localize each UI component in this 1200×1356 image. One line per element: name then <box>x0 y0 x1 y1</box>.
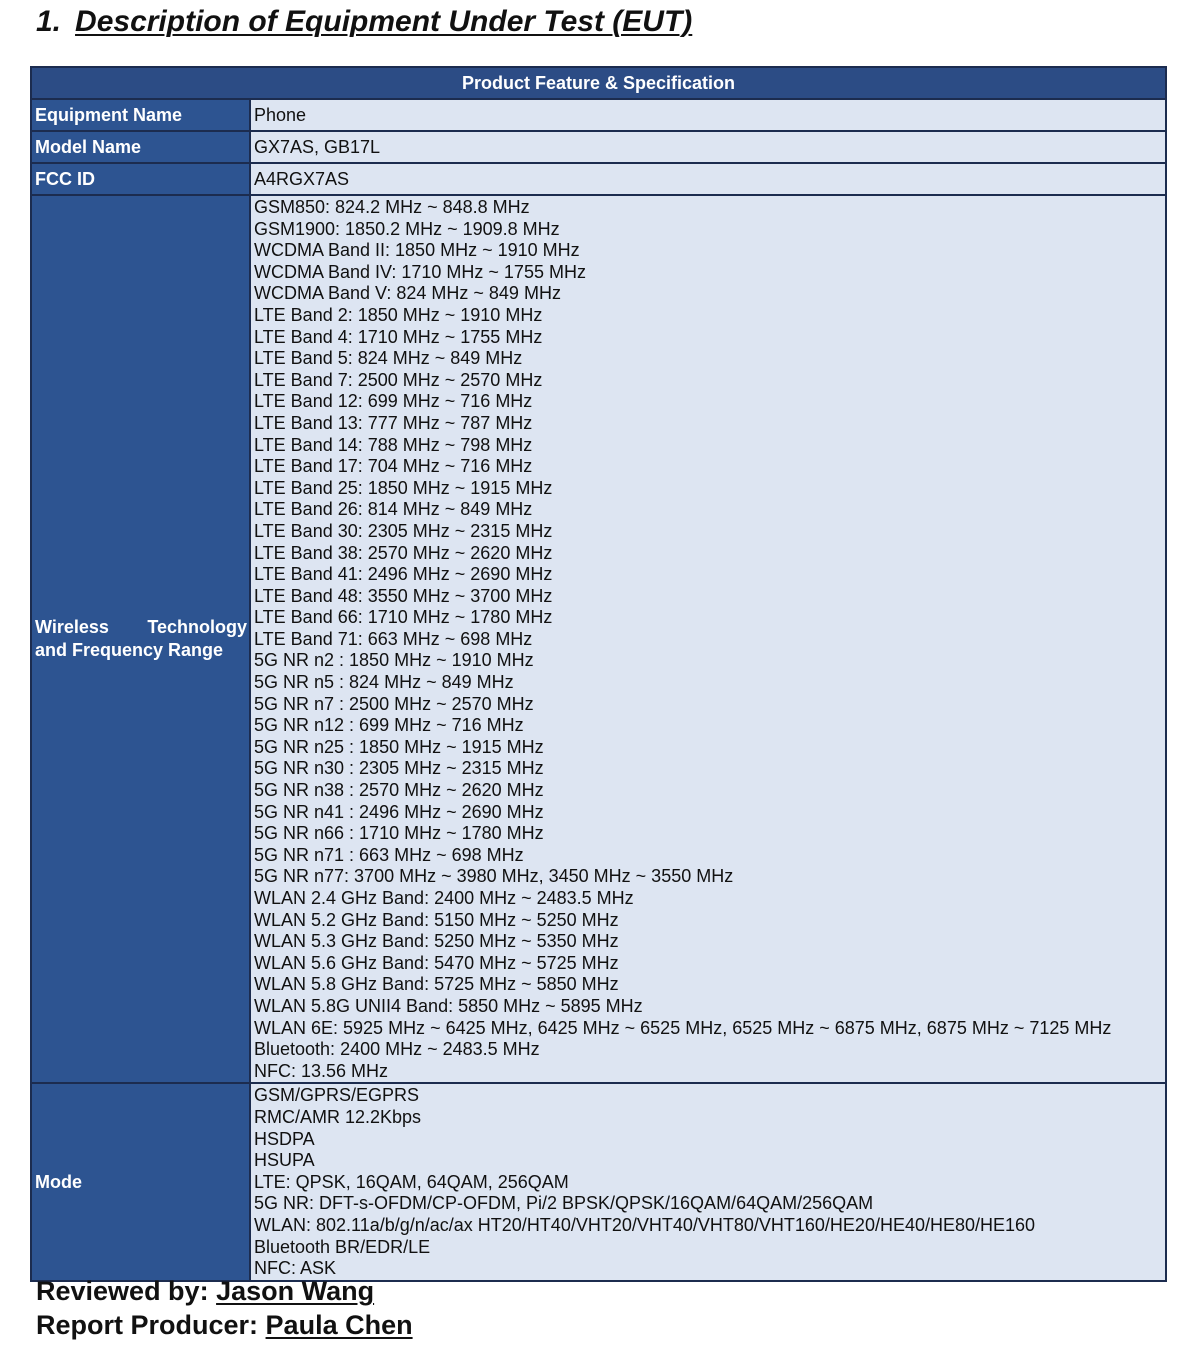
frequency-item: LTE Band 26: 814 MHz ~ 849 MHz <box>254 499 533 520</box>
frequency-item: WLAN 5.8G UNII4 Band: 5850 MHz ~ 5895 MHz <box>254 995 643 1016</box>
label-word: Wireless <box>35 617 109 638</box>
mode-item: WLAN: 802.11a/b/g/n/ac/ax HT20/HT40/VHT20/VHT40/VHT80/VHT160/HE20/HE40/HE80/HE160 <box>254 1214 1036 1235</box>
frequency-item: WLAN 2.4 GHz Band: 2400 MHz ~ 2483.5 MHz <box>254 888 634 908</box>
frequency-item: 5G NR n7 : 2500 MHz ~ 2570 MHz <box>254 693 534 714</box>
frequency-item: GSM1900: 1850.2 MHz ~ 1909.8 MHz <box>254 218 560 239</box>
row-value: GX7AS, GB17L <box>251 132 1165 162</box>
table-row-mode <box>32 1082 1165 1279</box>
frequency-item: LTE Band 5: 824 MHz ~ 849 MHz <box>254 348 523 369</box>
label-line: and Frequency Range <box>35 640 224 661</box>
row-label: Equipment Name <box>32 100 251 130</box>
frequency-item: LTE Band 71: 663 MHz ~ 698 MHz <box>254 628 533 649</box>
reviewed-label: Reviewed by: <box>36 1276 209 1306</box>
mode-item: HSUPA <box>254 1150 315 1171</box>
frequency-item: WLAN 5.2 GHz Band: 5150 MHz ~ 5250 MHz <box>254 909 619 930</box>
frequency-item: WLAN 5.8 GHz Band: 5725 MHz ~ 5850 MHz <box>254 974 619 995</box>
mode-item: Bluetooth BR/EDR/LE <box>254 1236 431 1257</box>
frequency-item: WLAN 5.6 GHz Band: 5470 MHz ~ 5725 MHz <box>254 952 619 973</box>
row-value: A4RGX7AS <box>251 164 1165 194</box>
frequency-item: 5G NR n2 : 1850 MHz ~ 1910 MHz <box>254 650 534 671</box>
frequency-item: LTE Band 38: 2570 MHz ~ 2620 MHz <box>254 542 553 563</box>
frequency-item: WCDMA Band V: 824 MHz ~ 849 MHz <box>254 283 561 304</box>
mode-item: GSM/GPRS/EGPRS <box>254 1085 420 1106</box>
report-producer <box>36 1310 413 1341</box>
section-number: 1. <box>36 5 62 38</box>
frequency-item: WCDMA Band II: 1850 MHz ~ 1910 MHz <box>254 240 580 261</box>
frequency-item: LTE Band 14: 788 MHz ~ 798 MHz <box>254 434 533 455</box>
label-word: Technology <box>147 617 247 638</box>
mode-list <box>251 1084 1165 1279</box>
frequency-item: NFC: 13.56 MHz <box>254 1060 389 1081</box>
table-row-wireless <box>32 194 1165 1082</box>
frequency-item: LTE Band 12: 699 MHz ~ 716 MHz <box>254 391 533 412</box>
frequency-item: GSM850: 824.2 MHz ~ 848.8 MHz <box>254 197 530 217</box>
frequency-item: 5G NR n30 : 2305 MHz ~ 2315 MHz <box>254 758 544 779</box>
frequency-item: LTE Band 17: 704 MHz ~ 716 MHz <box>254 456 533 477</box>
frequency-item: 5G NR n66 : 1710 MHz ~ 1780 MHz <box>254 823 544 844</box>
frequency-item: 5G NR n12 : 699 MHz ~ 716 MHz <box>254 715 524 736</box>
frequency-item: 5G NR n5 : 824 MHz ~ 849 MHz <box>254 672 514 693</box>
frequency-item: LTE Band 2: 1850 MHz ~ 1910 MHz <box>254 304 543 325</box>
reviewed-by <box>36 1276 374 1307</box>
frequency-item: WLAN 6E: 5925 MHz ~ 6425 MHz, 6425 MHz ~ 6525 MHz, 6525 MHz ~ 6875 MHz, 6875 MHz ~ 7125 MHz <box>254 1017 1112 1038</box>
row-label <box>32 196 251 1082</box>
reviewer-name: Jason Wang <box>216 1276 375 1306</box>
row-label: Mode <box>32 1084 251 1279</box>
frequency-item: 5G NR n77: 3700 MHz ~ 3980 MHz, 3450 MHz ~ 3550 MHz <box>254 866 734 887</box>
frequency-item: LTE Band 7: 2500 MHz ~ 2570 MHz <box>254 369 543 390</box>
producer-label: Report Producer: <box>36 1310 259 1340</box>
table-row-equipment-name <box>32 98 1165 130</box>
frequency-item: LTE Band 48: 3550 MHz ~ 3700 MHz <box>254 585 553 606</box>
frequency-item: 5G NR n25 : 1850 MHz ~ 1915 MHz <box>254 736 544 757</box>
mode-item: HSDPA <box>254 1128 315 1149</box>
frequency-item: LTE Band 4: 1710 MHz ~ 1755 MHz <box>254 326 543 347</box>
frequency-item: WCDMA Band IV: 1710 MHz ~ 1755 MHz <box>254 261 586 282</box>
frequency-item: LTE Band 66: 1710 MHz ~ 1780 MHz <box>254 607 553 628</box>
frequency-item: Bluetooth: 2400 MHz ~ 2483.5 MHz <box>254 1039 540 1060</box>
mode-item: NFC: ASK <box>254 1258 337 1279</box>
producer-name: Paula Chen <box>265 1310 413 1340</box>
mode-item: 5G NR: DFT-s-OFDM/CP-OFDM, Pi/2 BPSK/QPSK/16QAM/64QAM/256QAM <box>254 1193 874 1214</box>
frequency-item: WLAN 5.3 GHz Band: 5250 MHz ~ 5350 MHz <box>254 931 619 952</box>
frequency-item: LTE Band 25: 1850 MHz ~ 1915 MHz <box>254 477 553 498</box>
mode-item: RMC/AMR 12.2Kbps <box>254 1106 422 1127</box>
section-title: Description of Equipment Under Test (EUT) <box>75 5 693 38</box>
table-title: Product Feature & Specification <box>32 68 1165 98</box>
frequency-list <box>251 196 1165 1082</box>
section-heading <box>36 2 692 42</box>
spec-table <box>30 66 1167 1282</box>
frequency-item: LTE Band 30: 2305 MHz ~ 2315 MHz <box>254 520 553 541</box>
row-label: FCC ID <box>32 164 251 194</box>
table-row-model-name <box>32 130 1165 162</box>
frequency-item: 5G NR n41 : 2496 MHz ~ 2690 MHz <box>254 801 544 822</box>
frequency-item: LTE Band 41: 2496 MHz ~ 2690 MHz <box>254 564 553 585</box>
mode-item: LTE: QPSK, 16QAM, 64QAM, 256QAM <box>254 1171 569 1192</box>
frequency-item: LTE Band 13: 777 MHz ~ 787 MHz <box>254 412 533 433</box>
frequency-item: 5G NR n71 : 663 MHz ~ 698 MHz <box>254 844 524 865</box>
frequency-item: 5G NR n38 : 2570 MHz ~ 2620 MHz <box>254 780 544 801</box>
table-row-fcc-id <box>32 162 1165 194</box>
row-value: Phone <box>251 100 1165 130</box>
row-label: Model Name <box>32 132 251 162</box>
